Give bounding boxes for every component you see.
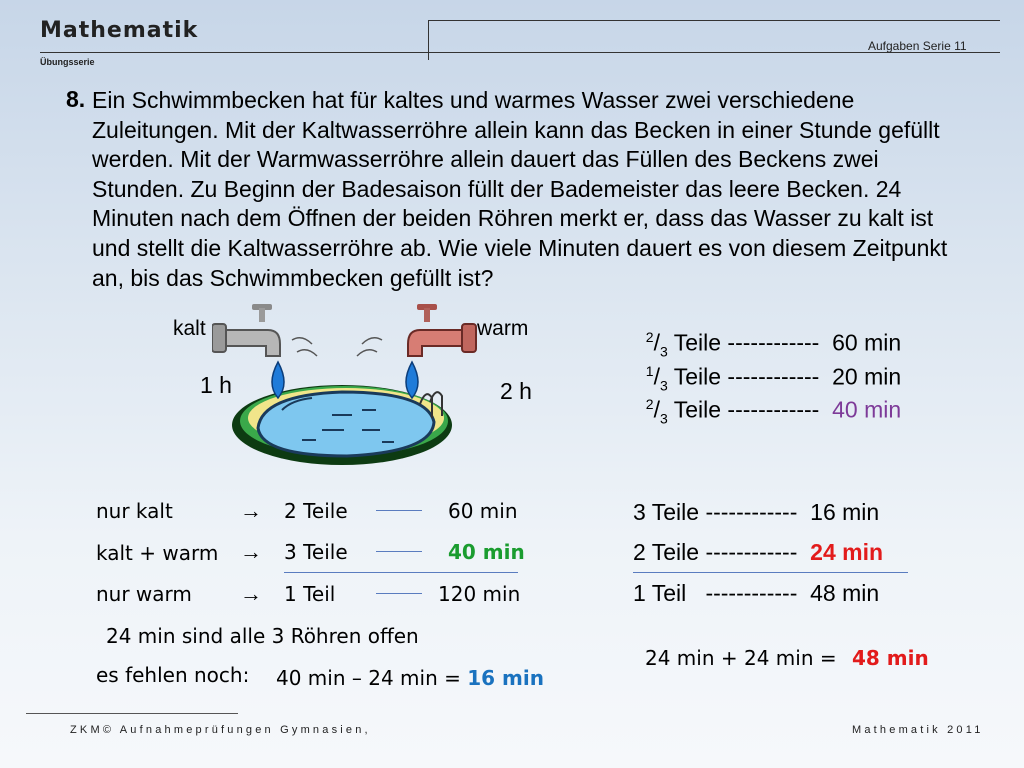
pool-water — [258, 392, 434, 456]
fraction-row: $^2/_3$ Teile ------------ 60 min — [645, 329, 902, 360]
table-row-time: 120 min — [438, 582, 521, 606]
cold-drop-icon — [272, 362, 284, 398]
header-divider-left — [40, 52, 430, 53]
fraction-denominator: 3 — [659, 377, 668, 394]
table-row-parts: 2 Teile — [284, 499, 348, 523]
fraction-numerator: 2 — [645, 396, 654, 412]
note-all-open: 24 min sind alle 3 Röhren offen — [106, 624, 419, 648]
splash-marks — [292, 338, 382, 356]
right-table-separator — [633, 572, 908, 573]
right-table-parts: 3 Teile ------------ — [633, 499, 811, 525]
table-row-divider — [376, 551, 422, 552]
label-cold: kalt — [173, 317, 206, 340]
problem-text: Ein Schwimmbecken hat für kaltes und warmes Wasser zwei verschiedene Zuleitungen. Mit der Kaltwasserröhre allein kann das Becken in einer Stunde gefüllt werden. Mit der Warmwasserröhre allein dauert das Füllen des Beckens zwei Stunden. Zu Beginn der Badesaison füllt der Bademeister das leere Becken. 24 Minuten nach dem Öffnen der beiden Röhren merkt er, dass das Wasser zu kalt ist und stellt die Kaltwasserröhre ab. Wie viele Minuten dauert es von diesem Zeitpunkt an, bis das Schwimmbecken gefüllt ist? — [92, 87, 948, 291]
table-separator — [284, 572, 518, 573]
right-table-row — [633, 539, 883, 566]
missing-calc-result: 16 min — [467, 666, 544, 690]
right-table-row — [633, 499, 879, 526]
cold-tap-icon — [212, 304, 280, 356]
right-table-time: 16 min — [810, 499, 880, 525]
table-row-time: 60 min — [448, 499, 518, 523]
fraction-text: Teile ------------ — [667, 329, 833, 356]
header-divider-vertical — [428, 20, 429, 60]
table-row-time: 40 min — [448, 540, 525, 564]
series-number: Serie 11 — [922, 39, 967, 53]
fraction-numerator: 2 — [645, 329, 654, 345]
fraction-value: 40 min — [832, 396, 902, 423]
problem-number: 8. — [66, 86, 86, 112]
table-row-label: nur warm — [96, 582, 192, 606]
fraction-text: Teile ------------ — [667, 363, 833, 390]
header-subtitle: Übungsserie — [40, 57, 95, 67]
label-warm: warm — [477, 317, 529, 340]
footer-divider — [26, 713, 238, 714]
fraction-row: $^2/_3$ Teile ------------ 40 min — [645, 396, 902, 427]
right-table-parts: 1 Teil ------------ — [633, 580, 811, 606]
header-title: Mathematik — [40, 18, 199, 43]
table-row-divider — [376, 510, 422, 511]
warm-drop-icon — [406, 362, 418, 398]
right-table-time: 24 min — [810, 539, 884, 565]
series-prefix: Aufgaben — [868, 39, 920, 53]
footer-right: Mathematik 2011 — [852, 724, 984, 736]
fraction-text: Teile ------------ — [667, 396, 833, 423]
arrow-icon: → — [240, 539, 262, 564]
note-sum-result: 48 min — [852, 646, 929, 670]
footer-left: ZKM© Aufnahmeprüfungen Gymnasien, — [70, 724, 371, 736]
pool-illustration — [212, 300, 482, 470]
fraction-value: 20 min — [832, 363, 902, 390]
table-row-parts: 1 Teil — [284, 582, 336, 606]
fraction-value: 60 min — [832, 329, 902, 356]
right-table-row — [633, 580, 879, 607]
fraction-denominator: 3 — [659, 343, 668, 360]
table-row-divider — [376, 593, 422, 594]
table-row-label: nur kalt — [96, 499, 173, 523]
right-table-parts: 2 Teile ------------ — [633, 539, 811, 565]
note-sum-calc: 24 min + 24 min = — [645, 646, 837, 670]
header-divider-top — [428, 20, 1000, 21]
warm-tap-icon — [408, 304, 476, 356]
note-missing-calc — [276, 666, 544, 690]
time-cold: 1 h — [200, 372, 232, 398]
right-table-time: 48 min — [810, 580, 880, 606]
table-row-label: kalt + warm — [96, 541, 219, 565]
series-label — [868, 39, 967, 53]
fraction-row: $^1/_3$ Teile ------------ 20 min — [645, 363, 902, 394]
note-missing-label: es fehlen noch: — [96, 663, 250, 687]
missing-calc-text: 40 min – 24 min = — [276, 666, 468, 690]
fraction-denominator: 3 — [659, 410, 668, 427]
fraction-numerator: 1 — [645, 363, 654, 379]
time-warm: 2 h — [500, 378, 532, 404]
arrow-icon: → — [240, 581, 262, 606]
arrow-icon: → — [240, 498, 262, 523]
table-row-parts: 3 Teile — [284, 540, 348, 564]
